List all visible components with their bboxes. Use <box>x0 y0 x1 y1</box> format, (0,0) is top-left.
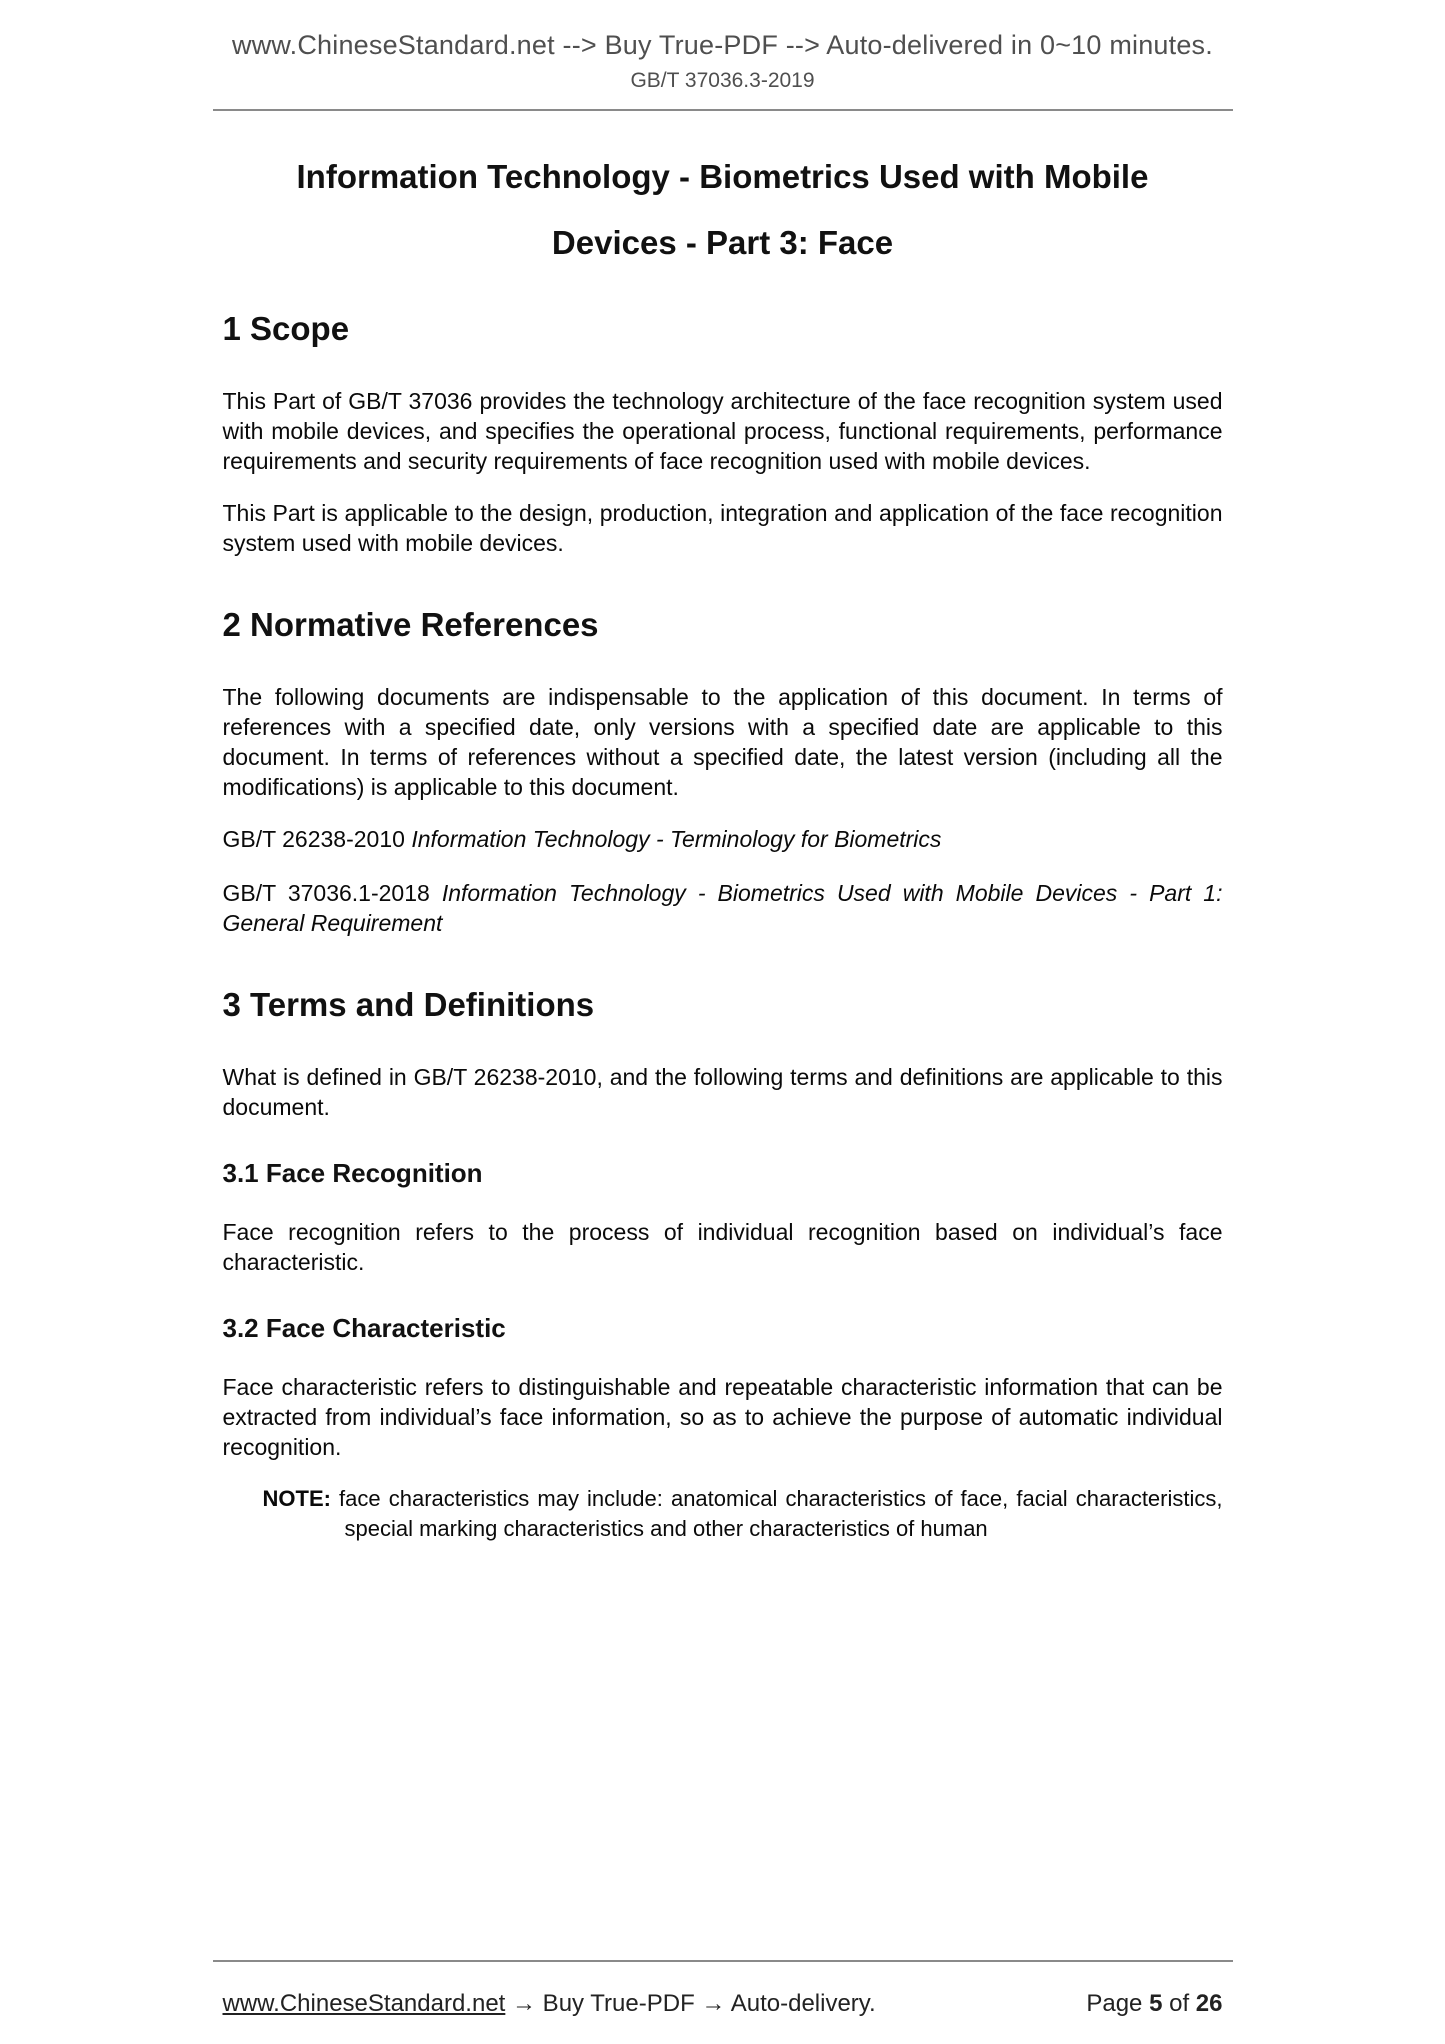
reference-item <box>223 878 1223 938</box>
face-characteristic-paragraph: Face characteristic refers to distinguishable and repeatable characteristic information that can be extracted from individual’s face information, so as to achieve the purpose of automatic individual recognition. <box>222 1374 1223 1461</box>
subsection-heading-face-recognition: 3.1 Face Recognition <box>222 1158 483 1189</box>
reference-item <box>223 824 1223 854</box>
note-text: face characteristics may include: anatomical characteristics of face, facial characteristics, special marking characteristics and other characteristics of human <box>339 1486 1223 1542</box>
scope-paragraph-2: This Part is applicable to the design, production, integration and application of the face recognition system used with mobile devices. <box>222 500 1223 557</box>
scope-paragraph-1: This Part of GB/T 37036 provides the technology architecture of the face recognition system used with mobile devices, and specifies the operational process, functional requirements, performance requirements and security requirements of face recognition used with mobile devices. <box>222 388 1223 475</box>
section-normative-references <box>223 606 1223 938</box>
header-promo-text: www.ChineseStandard.net --> Buy True-PDF --> Auto-delivered in 0~10 minutes. <box>232 30 1213 60</box>
standard-code: GB/T 37036.3-2019 <box>630 69 815 92</box>
document-title-line1: Information Technology - Biometrics Used with Mobile <box>296 158 1149 195</box>
page-header <box>0 0 1445 111</box>
face-recognition-paragraph: Face recognition refers to the process of individual recognition based on individual’s face characteristic. <box>222 1219 1223 1276</box>
page-total: 26 <box>1195 1990 1223 2017</box>
reference-title: Information Technology - Terminology for Biometrics <box>411 826 942 853</box>
page-footer <box>0 1960 1445 2044</box>
subsection-heading-face-characteristic: 3.2 Face Characteristic <box>222 1313 506 1344</box>
footer-promo-tail: → Buy True-PDF → Auto-delivery. <box>512 1990 876 2017</box>
reference-code: GB/T 26238-2010 <box>222 826 405 853</box>
reference-title: Information Technology - Biometrics Used with Mobile Devices - Part 1: General Requirement <box>222 880 1223 937</box>
reference-code: GB/T 37036.1-2018 <box>222 880 430 907</box>
section-terms-and-definitions <box>223 986 1223 1544</box>
footer-row <box>223 1990 1223 2018</box>
footer-divider <box>213 1960 1233 1962</box>
header-divider <box>213 109 1233 111</box>
document-title <box>223 157 1223 262</box>
document-content <box>223 157 1223 1544</box>
page-label: Page <box>1086 1990 1143 2017</box>
section-heading-scope: 1 Scope <box>222 310 350 348</box>
footer-promo <box>223 1990 876 2018</box>
terms-intro-paragraph: What is defined in GB/T 26238-2010, and the following terms and definitions are applicable to this document. <box>222 1064 1223 1121</box>
note-label: NOTE: <box>262 1486 331 1512</box>
footer-site-link[interactable]: www.ChineseStandard.net <box>222 1990 506 2017</box>
page-of-label: of <box>1169 1990 1190 2017</box>
note-paragraph <box>263 1484 1223 1544</box>
document-title-line2: Devices - Part 3: Face <box>551 223 894 261</box>
page-indicator <box>1086 1990 1222 2018</box>
section-heading-normative-references: 2 Normative References <box>222 606 599 644</box>
page-number: 5 <box>1149 1990 1163 2017</box>
section-scope <box>223 310 1223 558</box>
section-heading-terms: 3 Terms and Definitions <box>222 986 595 1024</box>
normative-intro-paragraph: The following documents are indispensable to the application of this document. In terms of references with a specified date, only versions with a specified date are applicable to this document. In terms of references without a specified date, the latest version (including all the modifications) is applicable to this document. <box>222 684 1223 801</box>
